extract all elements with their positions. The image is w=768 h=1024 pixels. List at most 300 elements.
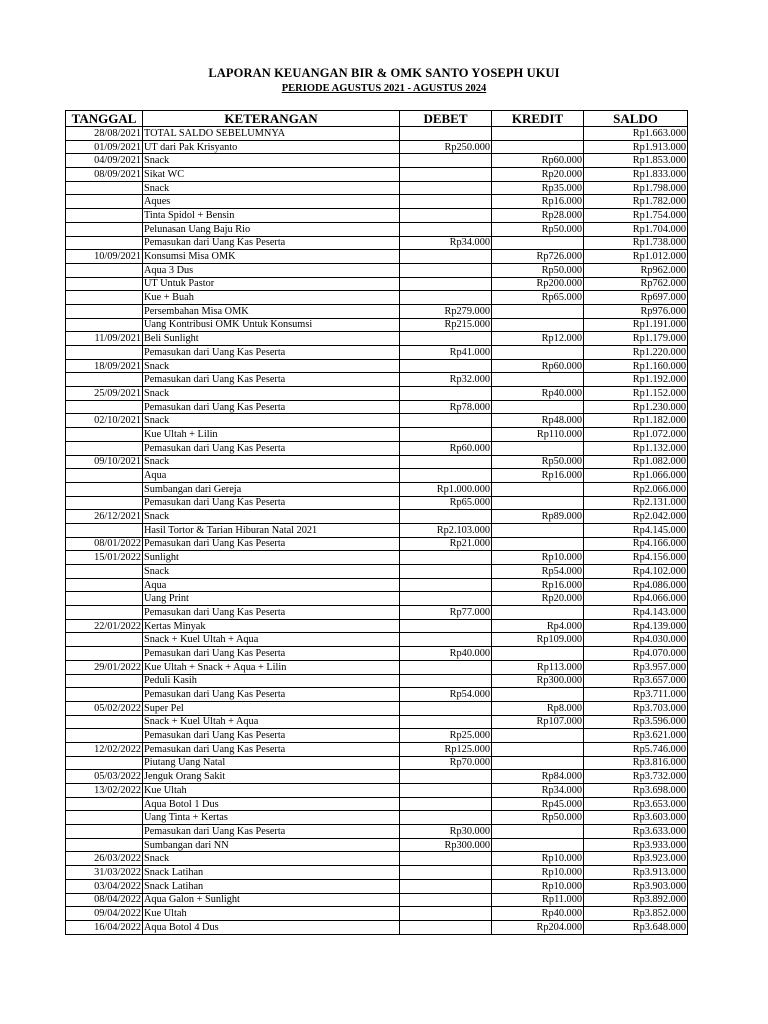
cell-saldo: Rp4.066.000 — [584, 592, 688, 606]
cell-kredit: Rp54.000 — [492, 565, 584, 579]
cell-debet — [400, 578, 492, 592]
cell-keterangan: UT dari Pak Krisyanto — [143, 140, 400, 154]
cell-tanggal: 12/02/2022 — [66, 742, 143, 756]
cell-kredit: Rp10.000 — [492, 852, 584, 866]
cell-keterangan: Beli Sunlight — [143, 332, 400, 346]
cell-kredit — [492, 838, 584, 852]
table-row — [66, 222, 688, 236]
cell-kredit: Rp35.000 — [492, 181, 584, 195]
table-row — [66, 619, 688, 633]
table-row — [66, 825, 688, 839]
cell-debet — [400, 592, 492, 606]
table-row — [66, 318, 688, 332]
ledger-body — [66, 127, 688, 935]
table-row — [66, 277, 688, 291]
cell-saldo: Rp1.663.000 — [584, 127, 688, 141]
cell-saldo: Rp3.892.000 — [584, 893, 688, 907]
cell-keterangan: Snack — [143, 510, 400, 524]
cell-debet — [400, 195, 492, 209]
table-row — [66, 879, 688, 893]
cell-saldo: Rp4.086.000 — [584, 578, 688, 592]
cell-kredit: Rp200.000 — [492, 277, 584, 291]
cell-saldo: Rp1.782.000 — [584, 195, 688, 209]
cell-saldo: Rp3.648.000 — [584, 920, 688, 934]
cell-saldo: Rp976.000 — [584, 304, 688, 318]
cell-saldo: Rp1.230.000 — [584, 400, 688, 414]
cell-saldo: Rp1.738.000 — [584, 236, 688, 250]
cell-keterangan: Pemasukan dari Uang Kas Peserta — [143, 647, 400, 661]
cell-debet — [400, 469, 492, 483]
table-row — [66, 784, 688, 798]
cell-keterangan: Super Pel — [143, 701, 400, 715]
cell-tanggal — [66, 209, 143, 223]
cell-keterangan: Uang Kontribusi OMK Untuk Konsumsi — [143, 318, 400, 332]
table-row — [66, 742, 688, 756]
cell-tanggal — [66, 304, 143, 318]
cell-kredit — [492, 318, 584, 332]
cell-saldo: Rp697.000 — [584, 291, 688, 305]
cell-debet: Rp279.000 — [400, 304, 492, 318]
cell-tanggal — [66, 811, 143, 825]
cell-saldo: Rp4.030.000 — [584, 633, 688, 647]
cell-debet: Rp2.103.000 — [400, 523, 492, 537]
header-tanggal: TANGGAL — [66, 111, 143, 127]
cell-keterangan: Pemasukan dari Uang Kas Peserta — [143, 688, 400, 702]
table-row — [66, 565, 688, 579]
cell-tanggal: 26/12/2021 — [66, 510, 143, 524]
cell-debet — [400, 332, 492, 346]
cell-keterangan: Snack — [143, 387, 400, 401]
cell-kredit: Rp300.000 — [492, 674, 584, 688]
cell-tanggal: 26/03/2022 — [66, 852, 143, 866]
table-row — [66, 428, 688, 442]
cell-saldo: Rp1.082.000 — [584, 455, 688, 469]
cell-keterangan: TOTAL SALDO SEBELUMNYA — [143, 127, 400, 141]
cell-keterangan: Kertas Minyak — [143, 619, 400, 633]
cell-debet: Rp70.000 — [400, 756, 492, 770]
cell-debet — [400, 565, 492, 579]
cell-debet — [400, 127, 492, 141]
cell-debet — [400, 263, 492, 277]
cell-debet — [400, 797, 492, 811]
cell-debet: Rp34.000 — [400, 236, 492, 250]
cell-debet: Rp40.000 — [400, 647, 492, 661]
cell-saldo: Rp4.139.000 — [584, 619, 688, 633]
cell-kredit: Rp89.000 — [492, 510, 584, 524]
cell-keterangan: Snack — [143, 565, 400, 579]
table-row — [66, 332, 688, 346]
cell-keterangan: Sumbangan dari NN — [143, 838, 400, 852]
cell-debet — [400, 907, 492, 921]
table-row — [66, 304, 688, 318]
cell-debet — [400, 551, 492, 565]
cell-keterangan: Sikat WC — [143, 168, 400, 182]
cell-tanggal — [66, 428, 143, 442]
table-row — [66, 154, 688, 168]
cell-saldo: Rp4.070.000 — [584, 647, 688, 661]
cell-tanggal: 01/09/2021 — [66, 140, 143, 154]
cell-tanggal — [66, 797, 143, 811]
cell-saldo: Rp1.191.000 — [584, 318, 688, 332]
cell-kredit: Rp20.000 — [492, 168, 584, 182]
cell-debet — [400, 359, 492, 373]
cell-keterangan: Pemasukan dari Uang Kas Peserta — [143, 496, 400, 510]
cell-tanggal — [66, 277, 143, 291]
cell-saldo: Rp4.166.000 — [584, 537, 688, 551]
cell-debet — [400, 866, 492, 880]
cell-tanggal: 11/09/2021 — [66, 332, 143, 346]
cell-tanggal — [66, 181, 143, 195]
cell-tanggal: 25/09/2021 — [66, 387, 143, 401]
cell-keterangan: Aqua Botol 1 Dus — [143, 797, 400, 811]
cell-keterangan: Snack + Kuel Ultah + Aqua — [143, 633, 400, 647]
table-row — [66, 852, 688, 866]
cell-kredit: Rp16.000 — [492, 195, 584, 209]
cell-kredit — [492, 537, 584, 551]
table-row — [66, 250, 688, 264]
cell-kredit: Rp60.000 — [492, 154, 584, 168]
cell-debet: Rp1.000.000 — [400, 482, 492, 496]
cell-saldo: Rp1.754.000 — [584, 209, 688, 223]
cell-saldo: Rp3.657.000 — [584, 674, 688, 688]
cell-debet — [400, 619, 492, 633]
cell-kredit: Rp16.000 — [492, 578, 584, 592]
cell-tanggal — [66, 496, 143, 510]
cell-saldo: Rp5.746.000 — [584, 742, 688, 756]
cell-debet: Rp125.000 — [400, 742, 492, 756]
cell-tanggal: 02/10/2021 — [66, 414, 143, 428]
cell-saldo: Rp2.131.000 — [584, 496, 688, 510]
table-row — [66, 523, 688, 537]
cell-kredit — [492, 400, 584, 414]
cell-tanggal: 08/01/2022 — [66, 537, 143, 551]
cell-debet — [400, 811, 492, 825]
cell-saldo: Rp4.156.000 — [584, 551, 688, 565]
cell-keterangan: Snack — [143, 414, 400, 428]
cell-kredit: Rp50.000 — [492, 455, 584, 469]
cell-keterangan: Snack Latihan — [143, 866, 400, 880]
table-row — [66, 688, 688, 702]
cell-kredit: Rp8.000 — [492, 701, 584, 715]
table-row — [66, 606, 688, 620]
cell-kredit: Rp60.000 — [492, 359, 584, 373]
cell-saldo: Rp3.852.000 — [584, 907, 688, 921]
cell-kredit: Rp65.000 — [492, 291, 584, 305]
table-row — [66, 660, 688, 674]
cell-saldo: Rp3.633.000 — [584, 825, 688, 839]
cell-keterangan: Persembahan Misa OMK — [143, 304, 400, 318]
cell-keterangan: Pemasukan dari Uang Kas Peserta — [143, 606, 400, 620]
table-row — [66, 482, 688, 496]
cell-kredit — [492, 127, 584, 141]
header-saldo: SALDO — [584, 111, 688, 127]
table-row — [66, 414, 688, 428]
table-row — [66, 537, 688, 551]
cell-debet — [400, 209, 492, 223]
cell-debet — [400, 414, 492, 428]
cell-tanggal: 04/09/2021 — [66, 154, 143, 168]
cell-kredit — [492, 742, 584, 756]
table-row — [66, 920, 688, 934]
cell-keterangan: Pemasukan dari Uang Kas Peserta — [143, 825, 400, 839]
table-row — [66, 715, 688, 729]
cell-kredit: Rp204.000 — [492, 920, 584, 934]
table-row — [66, 441, 688, 455]
table-row — [66, 195, 688, 209]
cell-keterangan: Pemasukan dari Uang Kas Peserta — [143, 346, 400, 360]
cell-saldo: Rp1.072.000 — [584, 428, 688, 442]
cell-kredit: Rp113.000 — [492, 660, 584, 674]
cell-tanggal — [66, 647, 143, 661]
cell-tanggal: 15/01/2022 — [66, 551, 143, 565]
cell-keterangan: Pemasukan dari Uang Kas Peserta — [143, 441, 400, 455]
cell-saldo: Rp3.732.000 — [584, 770, 688, 784]
cell-saldo: Rp1.132.000 — [584, 441, 688, 455]
cell-keterangan: Hasil Tortor & Tarian Hiburan Natal 2021 — [143, 523, 400, 537]
cell-kredit — [492, 304, 584, 318]
cell-tanggal — [66, 565, 143, 579]
cell-tanggal: 22/01/2022 — [66, 619, 143, 633]
cell-debet — [400, 168, 492, 182]
cell-saldo: Rp1.182.000 — [584, 414, 688, 428]
cell-saldo: Rp1.066.000 — [584, 469, 688, 483]
cell-keterangan: Pemasukan dari Uang Kas Peserta — [143, 537, 400, 551]
cell-kredit: Rp11.000 — [492, 893, 584, 907]
cell-keterangan: Snack — [143, 181, 400, 195]
cell-tanggal: 09/04/2022 — [66, 907, 143, 921]
cell-keterangan: Aqua — [143, 578, 400, 592]
cell-tanggal: 29/01/2022 — [66, 660, 143, 674]
cell-kredit — [492, 647, 584, 661]
cell-saldo: Rp962.000 — [584, 263, 688, 277]
table-row — [66, 510, 688, 524]
cell-keterangan: Snack — [143, 154, 400, 168]
cell-debet — [400, 920, 492, 934]
table-row — [66, 674, 688, 688]
cell-keterangan: Pemasukan dari Uang Kas Peserta — [143, 236, 400, 250]
cell-tanggal — [66, 346, 143, 360]
table-row — [66, 455, 688, 469]
cell-saldo: Rp3.621.000 — [584, 729, 688, 743]
table-row — [66, 578, 688, 592]
cell-debet — [400, 277, 492, 291]
cell-kredit — [492, 140, 584, 154]
cell-saldo: Rp2.042.000 — [584, 510, 688, 524]
cell-keterangan: Pemasukan dari Uang Kas Peserta — [143, 373, 400, 387]
cell-keterangan: Piutang Uang Natal — [143, 756, 400, 770]
cell-debet — [400, 701, 492, 715]
cell-tanggal: 03/04/2022 — [66, 879, 143, 893]
table-row — [66, 770, 688, 784]
cell-debet — [400, 154, 492, 168]
cell-keterangan: Aques — [143, 195, 400, 209]
cell-kredit: Rp50.000 — [492, 263, 584, 277]
cell-tanggal — [66, 482, 143, 496]
cell-keterangan: Aqua Botol 4 Dus — [143, 920, 400, 934]
cell-tanggal — [66, 373, 143, 387]
table-row — [66, 181, 688, 195]
cell-saldo: Rp3.933.000 — [584, 838, 688, 852]
table-row — [66, 496, 688, 510]
cell-debet: Rp54.000 — [400, 688, 492, 702]
cell-debet: Rp30.000 — [400, 825, 492, 839]
cell-kredit: Rp10.000 — [492, 866, 584, 880]
cell-tanggal — [66, 441, 143, 455]
cell-saldo: Rp1.798.000 — [584, 181, 688, 195]
table-row — [66, 236, 688, 250]
cell-kredit: Rp10.000 — [492, 879, 584, 893]
cell-debet — [400, 387, 492, 401]
table-row — [66, 373, 688, 387]
cell-keterangan: Tinta Spidol + Bensin — [143, 209, 400, 223]
cell-keterangan: Snack — [143, 852, 400, 866]
cell-kredit — [492, 825, 584, 839]
cell-debet — [400, 852, 492, 866]
cell-kredit: Rp4.000 — [492, 619, 584, 633]
cell-debet — [400, 770, 492, 784]
cell-keterangan: Aqua 3 Dus — [143, 263, 400, 277]
report-title: LAPORAN KEUANGAN BIR & OMK SANTO YOSEPH UKUI — [208, 66, 560, 80]
cell-tanggal — [66, 263, 143, 277]
cell-tanggal: 09/10/2021 — [66, 455, 143, 469]
cell-saldo: Rp1.913.000 — [584, 140, 688, 154]
cell-keterangan: Pemasukan dari Uang Kas Peserta — [143, 400, 400, 414]
cell-kredit — [492, 496, 584, 510]
cell-tanggal — [66, 469, 143, 483]
table-row — [66, 168, 688, 182]
cell-kredit: Rp726.000 — [492, 250, 584, 264]
cell-kredit — [492, 523, 584, 537]
cell-kredit: Rp16.000 — [492, 469, 584, 483]
cell-tanggal — [66, 291, 143, 305]
cell-kredit — [492, 688, 584, 702]
cell-debet — [400, 674, 492, 688]
cell-tanggal — [66, 592, 143, 606]
cell-debet — [400, 291, 492, 305]
ledger-header — [66, 111, 688, 127]
table-row — [66, 592, 688, 606]
table-row — [66, 400, 688, 414]
table-row — [66, 701, 688, 715]
cell-keterangan: Aqua Galon + Sunlight — [143, 893, 400, 907]
cell-saldo: Rp3.816.000 — [584, 756, 688, 770]
cell-saldo: Rp1.160.000 — [584, 359, 688, 373]
table-row — [66, 866, 688, 880]
cell-keterangan: Kue Ultah + Snack + Aqua + Lilin — [143, 660, 400, 674]
cell-kredit: Rp50.000 — [492, 222, 584, 236]
cell-debet: Rp250.000 — [400, 140, 492, 154]
table-row — [66, 838, 688, 852]
cell-saldo: Rp3.913.000 — [584, 866, 688, 880]
cell-tanggal — [66, 633, 143, 647]
cell-keterangan: Kue + Buah — [143, 291, 400, 305]
cell-tanggal — [66, 318, 143, 332]
cell-kredit: Rp45.000 — [492, 797, 584, 811]
cell-tanggal — [66, 674, 143, 688]
cell-tanggal: 08/09/2021 — [66, 168, 143, 182]
cell-keterangan: Uang Tinta + Kertas — [143, 811, 400, 825]
cell-debet: Rp78.000 — [400, 400, 492, 414]
cell-saldo: Rp2.066.000 — [584, 482, 688, 496]
cell-saldo: Rp1.833.000 — [584, 168, 688, 182]
cell-kredit: Rp109.000 — [492, 633, 584, 647]
cell-saldo: Rp3.957.000 — [584, 660, 688, 674]
cell-debet — [400, 181, 492, 195]
table-row — [66, 140, 688, 154]
cell-debet — [400, 428, 492, 442]
table-row — [66, 797, 688, 811]
cell-tanggal — [66, 825, 143, 839]
cell-saldo: Rp1.220.000 — [584, 346, 688, 360]
cell-keterangan: Pemasukan dari Uang Kas Peserta — [143, 742, 400, 756]
cell-saldo: Rp1.853.000 — [584, 154, 688, 168]
cell-kredit: Rp40.000 — [492, 907, 584, 921]
cell-debet — [400, 879, 492, 893]
cell-tanggal — [66, 195, 143, 209]
cell-kredit — [492, 482, 584, 496]
cell-saldo: Rp3.903.000 — [584, 879, 688, 893]
cell-debet: Rp25.000 — [400, 729, 492, 743]
cell-kredit: Rp84.000 — [492, 770, 584, 784]
cell-keterangan: Pelunasan Uang Baju Rio — [143, 222, 400, 236]
cell-tanggal: 13/02/2022 — [66, 784, 143, 798]
cell-keterangan: Aqua — [143, 469, 400, 483]
cell-debet — [400, 633, 492, 647]
cell-saldo: Rp3.703.000 — [584, 701, 688, 715]
table-row — [66, 469, 688, 483]
cell-kredit: Rp10.000 — [492, 551, 584, 565]
cell-debet: Rp65.000 — [400, 496, 492, 510]
cell-kredit: Rp48.000 — [492, 414, 584, 428]
cell-saldo: Rp762.000 — [584, 277, 688, 291]
cell-debet — [400, 893, 492, 907]
table-row — [66, 209, 688, 223]
cell-kredit: Rp40.000 — [492, 387, 584, 401]
cell-saldo: Rp1.179.000 — [584, 332, 688, 346]
table-row — [66, 291, 688, 305]
cell-kredit — [492, 346, 584, 360]
cell-keterangan: Pemasukan dari Uang Kas Peserta — [143, 729, 400, 743]
cell-debet — [400, 455, 492, 469]
cell-debet: Rp41.000 — [400, 346, 492, 360]
cell-debet: Rp32.000 — [400, 373, 492, 387]
cell-debet — [400, 715, 492, 729]
cell-tanggal — [66, 838, 143, 852]
cell-saldo: Rp3.711.000 — [584, 688, 688, 702]
cell-keterangan: Peduli Kasih — [143, 674, 400, 688]
table-row — [66, 893, 688, 907]
cell-keterangan: Kue Ultah — [143, 784, 400, 798]
cell-tanggal: 05/02/2022 — [66, 701, 143, 715]
table-row — [66, 359, 688, 373]
cell-tanggal — [66, 715, 143, 729]
cell-kredit — [492, 756, 584, 770]
cell-keterangan: Snack — [143, 359, 400, 373]
cell-debet: Rp215.000 — [400, 318, 492, 332]
cell-kredit: Rp12.000 — [492, 332, 584, 346]
cell-kredit — [492, 441, 584, 455]
cell-kredit: Rp34.000 — [492, 784, 584, 798]
cell-keterangan: Kue Ultah — [143, 907, 400, 921]
table-row — [66, 756, 688, 770]
cell-keterangan: Jenguk Orang Sakit — [143, 770, 400, 784]
cell-keterangan: Sumbangan dari Gereja — [143, 482, 400, 496]
cell-saldo: Rp4.145.000 — [584, 523, 688, 537]
cell-tanggal: 10/09/2021 — [66, 250, 143, 264]
cell-kredit — [492, 373, 584, 387]
cell-debet — [400, 660, 492, 674]
cell-tanggal: 16/04/2022 — [66, 920, 143, 934]
